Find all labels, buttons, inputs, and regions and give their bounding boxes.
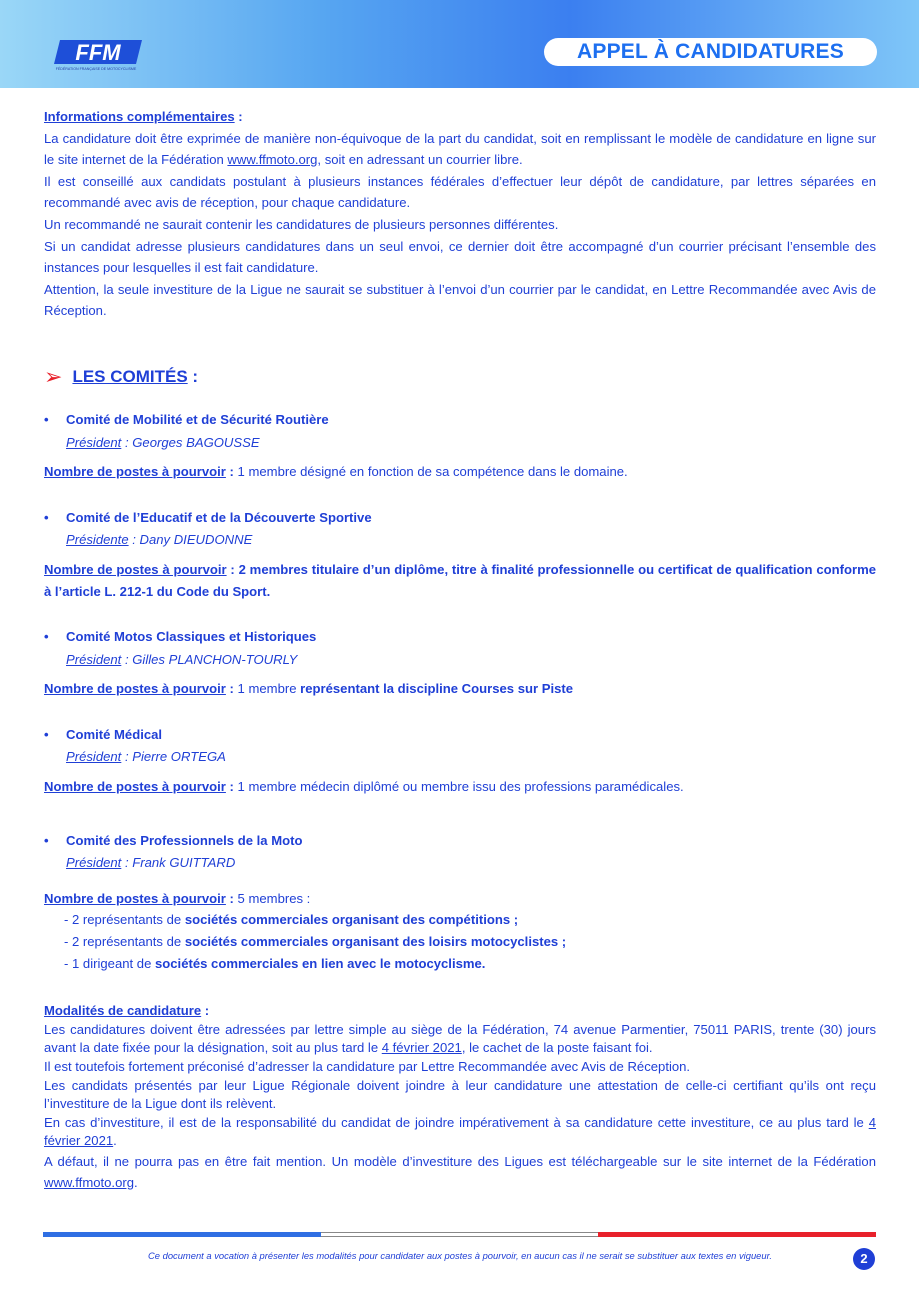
infos-paragraph: La candidature doit être exprimée de manière non-équivoque de la part du candidat, soit en remplissant le modèle de candidature en ligne sur le site internet de la Fédération www.ffmoto.org, soit en adressant un courrier libre. (44, 130, 876, 168)
committee-name: • Comité de l’Educatif et de la Découverte Sportive (44, 507, 876, 529)
modalites-heading: Modalités de candidature (44, 1003, 202, 1019)
committee-item (44, 830, 876, 975)
ffmoto-link[interactable]: www.ffmoto.org (44, 1174, 134, 1190)
header-title: APPEL À CANDIDATURES (577, 40, 844, 63)
committee-posts: Nombre de postes à pourvoir : 1 membre désigné en fonction de sa compétence dans le domaine. (44, 464, 628, 480)
page-header (0, 0, 919, 88)
svg-text:FFM: FFM (75, 40, 121, 65)
infos-paragraph: Attention, la seule investiture de la Ligue ne saurait se substituer à l’envoi d’un courrier par le candidat, en Lettre Recommandée avec Avis de Réception. (44, 281, 876, 319)
committee-president: Présidente : Dany DIEUDONNE (66, 532, 253, 548)
modalites-paragraph: En cas d’investiture, il est de la responsabilité du candidat de joindre impérativement à sa candidature cette investiture, ce au plus tard le 4 février 2021. (44, 1114, 876, 1149)
infos-paragraph: Un recommandé ne saurait contenir les candidatures de plusieurs personnes différentes. (44, 216, 559, 232)
list-item: - 2 représentants de sociétés commerciales organisant des loisirs motocyclistes ; (64, 934, 567, 950)
tricolor-divider (43, 1232, 876, 1237)
arrow-icon: ➢ (44, 363, 63, 389)
committee-president: Président : Gilles PLANCHON-TOURLY (66, 651, 298, 667)
committee-posts: Nombre de postes à pourvoir : 2 membres titulaire d’un diplôme, titre à finalité professionnelle ou certificat de qualification conforme à l’article L. 212-1 du Code du Sport. (44, 561, 876, 599)
logo-subtitle: FÉDÉRATION FRANÇAISE DE MOTOCYCLISME (55, 67, 137, 71)
committee-name: • Comité Médical (44, 724, 876, 746)
infos-paragraph: Si un candidat adresse plusieurs candidatures dans un seul envoi, ce dernier doit être accompagné d’un courrier précisant l’ensemble des instances pour lesquelles il est fait candidature. (44, 238, 876, 276)
infos-paragraph: Il est conseillé aux candidats postulant à plusieurs instances fédérales d’effectuer leur dépôt de candidature, par lettres séparées en recommandé avec avis de réception, pour chaque candidature. (44, 173, 876, 211)
committee-posts: Nombre de postes à pourvoir : 5 membres : (44, 890, 311, 906)
modalites-paragraph: Les candidatures doivent être adressées par lettre simple au siège de la Fédération, 74 avenue Parmentier, 75011 PARIS, trente (30) jours avant la date fixée pour la désignation, soit au plus tard le 4 février 2021, le cachet de la poste faisant foi. (44, 1021, 876, 1056)
section-title-text: LES COMITÉS (72, 367, 188, 387)
infos-block: Informations complémentaires : La candidature doit être exprimée de manière non-équivoque de la part du candidat, soit en remplissant le modèle de candidature en ligne sur le site internet de la Fédération www.ffmoto.org, soit en adressant un courrier libre. Il est conseillé aux candidats postulant à plusieurs instances fédérales d’effectuer leur dépôt de candidature, par lettres séparées en recommandé avec avis de réception, pour chaque candidature. Un recommandé ne saurait contenir les candidatures de plusieurs personnes différentes. Si un candidat adresse plusieurs candidatures dans un seul envoi, ce dernier doit être accompagné d’un courrier précisant l’ensemble des instances pour lesquelles il est fait candidature. Attention, la seule investiture de la Ligue ne saurait se substituer à l’envoi d’un courrier par le candidat, en Lettre Recommandée avec Avis de Réception. (44, 106, 876, 322)
committee-president: Président : Frank GUITTARD (66, 855, 236, 871)
ffm-logo (50, 38, 145, 72)
infos-heading: Informations complémentaires (44, 109, 235, 124)
document-body (44, 106, 876, 1193)
deadline-date: 4 février 2021 (44, 1114, 876, 1149)
committee-name: • Comité des Professionnels de la Moto (44, 830, 876, 852)
committee-posts: Nombre de postes à pourvoir : 1 membre médecin diplômé ou membre issu des professions paramédicales. (44, 779, 684, 795)
footer-disclaimer: Ce document a vocation à présenter les modalités pour candidater aux postes à pourvoir, en aucun cas il ne serait se substituer aux textes en vigueur. (148, 1250, 772, 1261)
committee-president: Président : Georges BAGOUSSE (66, 434, 260, 450)
committee-item (44, 724, 876, 798)
committee-item (44, 409, 876, 483)
modalites-block: Modalités de candidature : Les candidatures doivent être adressées par lettre simple au siège de la Fédération, 74 avenue Parmentier, 75011 PARIS, trente (30) jours avant la date fixée pour la désignation, soit au plus tard le 4 février 2021, le cachet de la poste faisant foi. Il est toutefois fortement préconisé d’adresser la candidature par Lettre Recommandée avec Avis de Réception. Les candidats présentés par leur Ligue Régionale doivent joindre à leur candidature une attestation de celle-ci certifiant qu’ils ont reçu l’investiture de la Ligue dont ils relèvent. En cas d’investiture, il est de la responsabilité du candidat de joindre impérativement à sa candidature cette investiture, ce au plus tard le 4 février 2021. A défaut, il ne pourra pas en être fait mention. Un modèle d’investiture des Ligues est téléchargeable sur le site internet de la Fédération www.ffmoto.org. (44, 1002, 876, 1193)
posts-sub-list (44, 909, 876, 974)
committee-item (44, 626, 876, 700)
deadline-date: 4 février 2021 (381, 1040, 462, 1056)
header-title-pill (544, 38, 877, 66)
committee-name: • Comité Motos Classiques et Historiques (44, 626, 876, 648)
page-number: 2 (853, 1248, 875, 1270)
ffmoto-link[interactable]: www.ffmoto.org (227, 152, 318, 168)
committee-name: • Comité de Mobilité et de Sécurité Routière (44, 409, 876, 431)
modalites-paragraph: Il est toutefois fortement préconisé d’adresser la candidature par Lettre Recommandée avec Avis de Réception. (44, 1059, 691, 1074)
section-title: ➢ LES COMITÉS : (44, 363, 199, 389)
committee-item (44, 507, 876, 602)
list-item: - 2 représentants de sociétés commerciales organisant des compétitions ; (64, 912, 519, 928)
list-item: - 1 dirigeant de sociétés commerciales en lien avec le motocyclisme. (64, 955, 486, 971)
committee-posts: Nombre de postes à pourvoir : 1 membre représentant la discipline Courses sur Piste (44, 681, 574, 697)
committee-president: Président : Pierre ORTEGA (66, 749, 226, 765)
modalites-paragraph: A défaut, il ne pourra pas en être fait mention. Un modèle d’investiture des Ligues est téléchargeable sur le site internet de la Fédération www.ffmoto.org. (44, 1153, 876, 1190)
modalites-paragraph: Les candidats présentés par leur Ligue Régionale doivent joindre à leur candidature une attestation de celle-ci certifiant qu’ils ont reçu l’investiture de la Ligue dont ils relèvent. (44, 1077, 876, 1112)
